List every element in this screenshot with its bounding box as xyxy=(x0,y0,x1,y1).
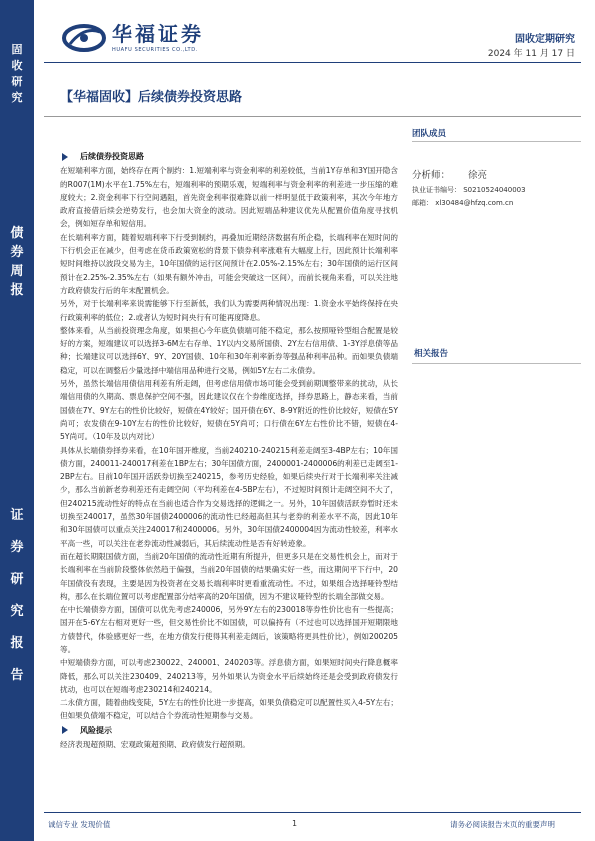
analyst-label: 分析师： xyxy=(412,170,451,181)
team-divider xyxy=(412,141,581,142)
sidebar-char: 证 xyxy=(10,508,24,523)
report-date: 2024 年 11 月 17 日 xyxy=(487,49,575,59)
sidebar-char: 报 xyxy=(10,283,24,298)
section-title: 风险提示 xyxy=(80,725,112,735)
body-paragraph: 整体来看，从当前投资理念角度，如果担心今年底负债端可能不稳定，那么按照哑铃型组合配置是较好的方案，短端建议可以选择3-6M左右存单、1Y以内交易所国债、2Y左右信用债、1-3Y浮息债等品种；长端建议可以选择6Y、9Y、20Y国债、10年和30年利率新券等强品种利率品种。而如果负债端稳定，可以在调整后少量选择中端信用品种进行交易，例如5Y左右二永债券。 xyxy=(60,325,398,375)
body-paragraph: 另外，对于长端利率来说需能够下行至新低，我们认为需要两种情况出现：1.资金水平始终保持在央行政策利率的低位；2.或者认为短时间央行有可能再度降息。 xyxy=(60,299,398,322)
logo-text-cn: 华福证券 xyxy=(112,22,204,46)
header-divider xyxy=(44,62,581,63)
report-type: 固收定期研究 xyxy=(515,34,575,45)
sidebar-char: 周 xyxy=(10,264,24,279)
footer-slogan: 诚信专业 发现价值 xyxy=(48,820,111,829)
section-heading-strategy xyxy=(60,150,398,163)
analyst-name: 徐亮 xyxy=(468,170,488,181)
report-title: 【华福固收】后续债券投资思路 xyxy=(60,90,243,105)
body-paragraph: 而在超长期限国债方面，当前20年国债的流动性近期有所提升，但更多只是在交易性机会上，而对于长端利率在当前阶段整体依然趋于偏强，当前20年国债的结果确实好一些，而这期间平下行中，20年国债没有表现，主要是因为投资者在交易长端利率时更看重流动性。不过，如果组合选择哑铃型结构，那么在长端位置可以考虑配置部分结率高的20年国债，因为不建议哑铃型的长端全部做交易。 xyxy=(60,551,398,601)
analyst-license: 执业证书编号： S0210524040003 xyxy=(412,186,526,194)
section-heading-risk xyxy=(60,724,398,737)
triangle-bullet-icon xyxy=(62,726,68,734)
sidebar-char: 究 xyxy=(11,91,23,104)
left-sidebar-band xyxy=(0,0,34,841)
page-number: 1 xyxy=(292,819,298,828)
sidebar-bottom-label xyxy=(0,500,34,692)
sidebar-char: 券 xyxy=(10,540,24,555)
sidebar-char: 固 xyxy=(11,43,23,56)
sidebar-char: 债 xyxy=(10,226,24,241)
body-paragraph: 在长端利率方面，随着短端利率下行受到制约，再叠加近期经济数据有所企稳，长端利率在短时间的下行机会正在减少，但考虑在货币政策宽松的背景下债券利率涨难有大幅度上行，因此预计长端利率短时间维持以波段交易为主，10年国债的运行区间预计在2.05%-2.15%左右；30年国债的运行区间预计在2.25%-2.35%左右（如果有额外冲击，可能会突破这一区间），而前长视角来看，可以关注地方政府债发行后的年末配置机会。 xyxy=(60,232,398,295)
sidebar-top-label xyxy=(0,42,34,106)
logo-text-en: HUAFU SECURITIES CO.,LTD. xyxy=(112,47,198,53)
logo-swoosh-icon xyxy=(62,22,106,54)
triangle-bullet-icon xyxy=(62,153,68,161)
body-paragraph: 中短端债券方面，可以考虑230022、240001、240203等。浮息债方面，如果短时间央行降息概率降低，那么可以关注230409、240213等，另外如果认为资金水平后续始终还是会受到政府债发行扰动，也可以在短端考虑230214和240214。 xyxy=(60,658,398,694)
main-content xyxy=(60,150,398,751)
body-paragraph: 另外，虽然长端信用债信用利差有所走阔，但考虑信用债市场可能会受到前期调整带来的扰动，从长端信用债的久期高、票息保护空间不强，因此建议仅在个券维度选择，择券思路上，静态来看，当前国债在7Y、9Y左右的性价比较好，短债在4Y较好；国开债在6Y、8-9Y附近的性价比较好，短债在5Y尚可；农发债在9-10Y左右的性价比较好，短债在5Y尚可；口行债在6Y左右性价比不错，短债在4-5Y尚可。（10年及以内对比） xyxy=(60,379,398,442)
section-title: 后续债券投资思路 xyxy=(80,152,144,161)
footer-divider xyxy=(44,812,581,813)
related-reports-heading: 相关报告 xyxy=(414,349,449,359)
title-divider xyxy=(44,116,581,117)
sidebar-mid-label xyxy=(0,224,34,300)
body-paragraph: 具体从长端债券择券来看，在10年国开维度，当前240210-240215利差走阔至3-4BP左右；10年国债方面，240011-240017利差在1BP左右；30年国债方面，2400001-2400006的利差已走阔至1-2BP左右。目前10年国开活跃券切换至240215，参考历史经验，如果后续央行对于长端利率关注减少，那么当前新老券利差还有走阔空间（平均利差在4-5BP左右），不过短时间预计走阔空间不大了，但240215流动性好的特点在当前也适合作为交易选择的逻辑之一。另外，10年国债活跃券暂时还未切换至240017，虽然30年国债2400006的流动性已经超高但其与老券的利差水平不高，因此10年和30年国债可以重点关注240017和2400006。另外，30年国债2400004因为流动性较差，利率水平高一些，可以关注在老券流动性减弱后，其后续流动性是否有好转迹象。 xyxy=(60,445,398,548)
body-paragraph: 二永债方面，随着曲线变陡，5Y左右的性价比进一步提高，如果负债稳定可以配置性买入4-5Y左右；但如果负债端不稳定，可以结合个券流动性短期参与交易。 xyxy=(60,698,398,721)
analyst-info xyxy=(412,167,487,181)
sidebar-char: 收 xyxy=(11,59,23,72)
footer-disclaimer: 请务必阅读报告末页的重要声明 xyxy=(450,820,555,829)
sidebar-char: 告 xyxy=(10,668,24,683)
team-members-heading: 团队成员 xyxy=(412,129,447,139)
body-paragraph: 在短端利率方面，始终存在两个制约：1.短端利率与资金利率的利差较低，当前1Y存单和3Y国开隐含的R007(1M)水平在1.75%左右，短端利率的预期乐观，短端利率与资金利率的利差进一步压缩的难度较大；2.资金利率下行空间遇阻，首先资金利率很难降以前一样明显低于政策利率，其次今年地方政府直接借后续会逆势发行，也会加大资金的波动。因此短端品种建议优先从配置价值角度寻找机会，例如短存单和短信用。 xyxy=(60,166,398,229)
sidebar-char: 报 xyxy=(10,636,24,651)
sidebar-char: 研 xyxy=(11,75,23,88)
related-divider xyxy=(412,363,581,364)
risk-paragraph: 经济表现超预期、宏观政策超预期、政府债发行超预期。 xyxy=(60,740,250,750)
sidebar-char: 研 xyxy=(10,572,24,587)
sidebar-char: 券 xyxy=(10,245,24,260)
analyst-email[interactable]: 邮箱： xl30484@hfzq.com.cn xyxy=(412,199,514,207)
company-logo xyxy=(62,22,204,54)
body-paragraph: 在中长端债券方面，国债可以优先考虑240006，另外9Y左右的230018等券性价比也有一些提高；国开在5-6Y左右相对更好一些，但交易性价比不如国债，可以偏持有（不过也可以选择国开短期限地方债替代，体验感更好一些，在地方债发行使得其利差走阔后，该策略将更具性价比），例如200205等。 xyxy=(60,605,398,654)
sidebar-char: 究 xyxy=(10,604,24,619)
